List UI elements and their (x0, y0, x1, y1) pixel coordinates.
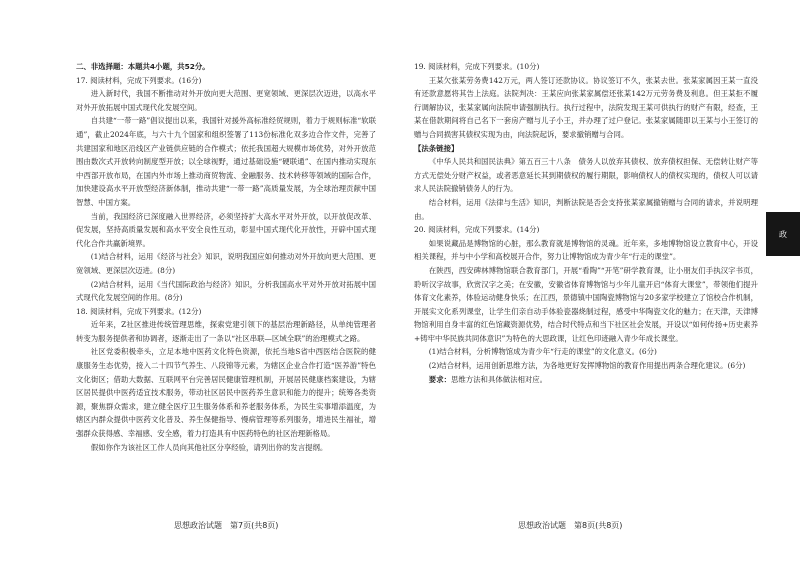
q19-question: 结合材料，运用《法律与生活》知识，判断法院是否会支持张某家属撤销赠与合同的请求，并说明理由。 (414, 197, 758, 221)
q20-question-1: (1)结合材料，分析博物馆成为青少年“行走的课堂”的文化意义。(6分) (428, 347, 657, 357)
q18-intro: 18. 阅读材料，完成下列要求。(12分) (76, 306, 202, 316)
right-page-text (414, 60, 758, 386)
right-page (414, 0, 758, 570)
q20-question-2: (2)结合材料，运用创新思维方法，为各地更好发挥博物馆的教育作用提出两条合理化建议。(6分) (428, 361, 746, 371)
q17-intro: 17. 阅读材料，完成下列要求。(16分) (76, 75, 202, 85)
subject-side-tab: 政 (766, 212, 800, 256)
requirement-text: 思维方法和具体做法相对应。 (450, 374, 548, 384)
q17-question-1: (1)结合材料，运用《经济与社会》知识，说明我国应如何推动对外开放向更大范围、更宽领域、更深层次迈进。(8分) (76, 252, 376, 275)
q17-paragraph-3: 当前，我国经济已深度融入世界经济，必须坚持扩大高水平对外开放，以开放促改革、促发展，坚持高质量发展和高水平安全良性互动，彰显中国式现代化开放性，开辟中国式现代化合作共赢新境界。 (76, 211, 376, 248)
q18-paragraph-1: 近年来，Z社区推进传统管理思维，探索党建引领下的基层治理新路径，从单纯管理者转变为服务提供者和协调者，逐渐走出了一条以“社区串联—区域全联”的治理模式之路。 (76, 320, 376, 343)
q19-intro: 19. 阅读材料，完成下列要求。(10分) (414, 62, 540, 71)
q20-intro: 20. 阅读材料，完成下列要求。(14分) (414, 225, 540, 235)
q17-paragraph-2: 自共建“一带一路”倡议提出以来，我国针对援外高标准经贸规则，着力于规则标准“软联通”，截止2024年底，与六十九个国家和组织签署了113份标准化双多边合作文件，完善了共建国家和地区沿线区产业链供应链的合作模式；依托我国超大规模市场优势，对外开放范围由数次式开放转向制度型开放；以全球视野，通过基础设施“硬联通”、在国内推动实现东中西部开放布局，在国内外市场上推动商贸物流、金融服务、技术转移等领域的国际合作，加快建设高水平开放型经济新体制，推动共建“一带一路”高质量发展，为全球治理贡献中国智慧、中国方案。 (76, 116, 376, 207)
left-page-footer: 思想政治试题 第7页(共8页) (174, 521, 279, 530)
section-heading: 二、非选择题：本题共4小题，共52分。 (76, 62, 210, 71)
q20-paragraph-2: 在陕西，西安碑林博物馆联合教育部门，开展“看陶”“开笔”研学教育课，让小朋友们手执汉字书页，聆听汉字故事，欣赏汉字之美；在安徽，安徽省体育博物馆与少年儿童开启“体育大课堂”，带领他们提升体育文化素养，体验运动健身快乐；在江西，景德镇中国陶瓷博物馆与20多家学校建立了馆校合作机制，开展实文化系列课堂，让学生们亲自动手体验瓷器烧制过程，感受中华陶瓷文化的魅力；在天津，天津博物馆利用自身丰富的红色馆藏资源优势，结合时代特点和当下社区社会发展，开设以“如何传扬+历史素养+铸牢中华民族共同体意识”为特色的大思政课，让红色印迹融入青少年成长课堂。 (414, 265, 758, 343)
right-page-footer: 思想政治试题 第8页(共8页) (518, 521, 623, 530)
left-page-text (76, 60, 376, 454)
q18-question: 假如你作为该社区工作人员向其他社区分享经验，请列出你的发言提纲。 (90, 442, 328, 452)
requirement-label: 要求： (428, 374, 451, 384)
law-link-heading: 【法条链接】 (414, 143, 459, 153)
q20-paragraph-1: 如果说藏品是博物馆的心脏，那么教育就是博物馆的灵魂。近年来，多地博物馆设立教育中心，开设相关课程，并与中小学和高校展开合作，努力让博物馆成为青少年“行走的课堂”。 (414, 238, 758, 262)
q17-question-2: (2)结合材料，运用《当代国际政治与经济》知识，分析我国高水平对外开放对拓展中国式现代化发展空间的作用。(8分) (76, 279, 376, 303)
left-page (76, 0, 376, 570)
q17-paragraph-1: 进入新时代，我国不断推动对外开放向更大范围、更宽领域、更深层次迈进，以高水平对外开放拓展中国式现代化发展空间。 (76, 89, 376, 112)
law-text: 《中华人民共和国民法典》第五百三十八条 债务人以放弃其债权、放弃债权担保、无偿转让财产等方式无偿处分财产权益，或者恶意延长其到期债权的履行期限，影响债权人的债权实现的，债权人可以请求人民法院撤销债务人的行为。 (414, 157, 758, 194)
q18-paragraph-2: 社区党委积极牵头，立足本地中医药文化特色资源，依托当地S省中西医结合医院的健康服务生态优势，接入二十四节气养生、八段锦等元素，为辖区企业合作打造“医养游”特色文化街区；借助大数据、互联网平台完善居民健康管理机制，开展居民健康档案建设，为辖区居民提供中医药适宜技术服务，带动社区居民中医药养生意识和能力的提升；统筹各类资源，聚焦群众需求，建立健全医疗卫生服务体系和养老服务体系，为民生实事增添温度，为辖区内群众提供中医药文化普及、养生保健指导、慢病管理等系列服务，增进民生福祉，增强群众获得感、幸福感、安全感，着力打造具有中医药特色的社区治理新格局。 (76, 347, 376, 439)
q19-paragraph-1: 王某欠张某劳务费142万元，两人签订还款协议。协议签订不久，张某去世。张某家属因王某一直没有还款意愿将其告上法庭。法院判决：王某应向张某家属偿还张某142万元劳务费及利息。但王某拒不履行调解协议，张某家属向法院申请强制执行。执行过程中，法院发现王某可供执行的财产有限，经查，王某在借款期间将自己名下一套房产赠与儿子小王，并办理了过户登记。张某家属随即以王某与小王签订的赠与合同损害其债权实现为由，向法院起诉，要求撤销赠与合同。 (414, 75, 758, 139)
requirement (414, 373, 758, 387)
